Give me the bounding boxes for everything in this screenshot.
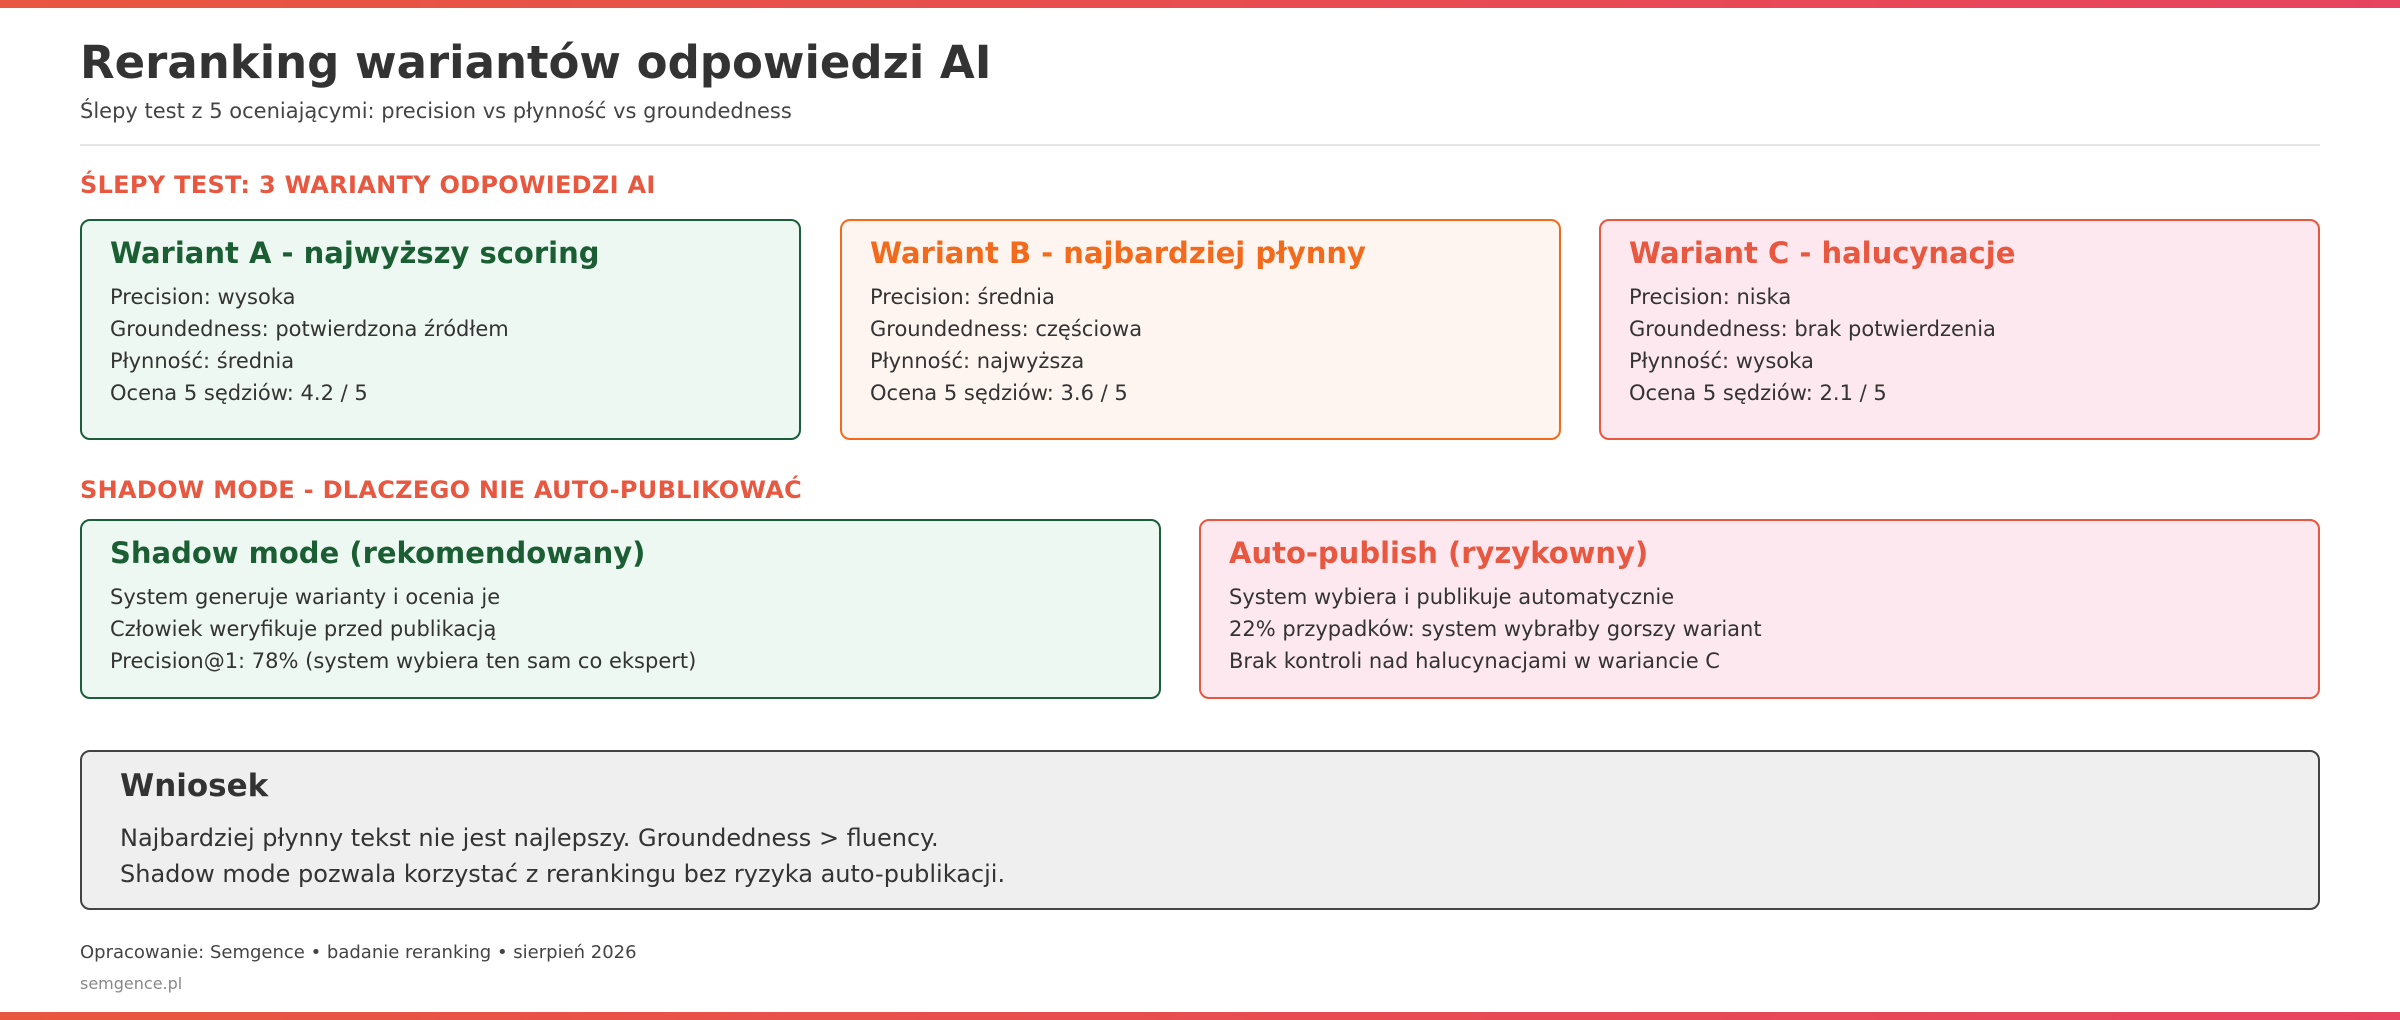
variant-b-card (840, 219, 1561, 440)
auto-publish-line: System wybiera i publikuje automatycznie (1229, 584, 1675, 609)
shadow-mode-card (80, 519, 1161, 699)
shadow-mode-line: Człowiek weryfikuje przed publikacją (110, 616, 497, 641)
footer-url: semgence.pl (80, 974, 183, 993)
blind-test-section-label: ŚLEPY TEST: 3 WARIANTY ODPOWIEDZI AI (80, 171, 656, 199)
shadow-mode-title: Shadow mode (rekomendowany) (110, 536, 646, 570)
variant-a-line: Groundedness: potwierdzona źródłem (110, 316, 509, 341)
page-subtitle: Ślepy test z 5 oceniającymi: precision vs płynność vs groundedness (80, 99, 792, 123)
auto-publish-line: 22% przypadków: system wybrałby gorszy wariant (1229, 616, 1762, 641)
variant-a-line: Precision: wysoka (110, 284, 296, 309)
conclusion-title: Wniosek (120, 768, 269, 804)
footer-source: Opracowanie: Semgence • badanie reranking • sierpień 2026 (80, 942, 637, 963)
variant-a-line: Ocena 5 sędziów: 4.2 / 5 (110, 380, 368, 405)
variant-a-title: Wariant A - najwyższy scoring (110, 236, 600, 270)
variant-a-line: Płynność: średnia (110, 348, 295, 373)
shadow-mode-section-label: SHADOW MODE - DLACZEGO NIE AUTO-PUBLIKOWAĆ (80, 476, 802, 504)
top-accent-bar (0, 0, 2400, 8)
variant-b-line: Płynność: najwyższa (870, 348, 1085, 373)
variant-b-line: Groundedness: częściowa (870, 316, 1143, 341)
header-divider (80, 144, 2320, 146)
auto-publish-card (1199, 519, 2320, 699)
variant-a-card (80, 219, 801, 440)
auto-publish-title: Auto-publish (ryzykowny) (1229, 536, 1649, 570)
auto-publish-line: Brak kontroli nad halucynacjami w wariancie C (1229, 648, 1720, 673)
variant-c-line: Ocena 5 sędziów: 2.1 / 5 (1629, 380, 1887, 405)
variant-c-line: Groundedness: brak potwierdzenia (1629, 316, 1996, 341)
variant-c-title: Wariant C - halucynacje (1629, 236, 2016, 270)
conclusion-line: Shadow mode pozwala korzystać z rerankingu bez ryzyka auto-publikacji. (120, 860, 1006, 889)
variant-b-line: Ocena 5 sędziów: 3.6 / 5 (870, 380, 1128, 405)
variant-b-title: Wariant B - najbardziej płynny (870, 236, 1366, 270)
variant-b-line: Precision: średnia (870, 284, 1055, 309)
shadow-mode-line: System generuje warianty i ocenia je (110, 584, 501, 609)
page-title: Reranking wariantów odpowiedzi AI (80, 36, 992, 89)
variant-c-line: Płynność: wysoka (1629, 348, 1814, 373)
shadow-mode-line: Precision@1: 78% (system wybiera ten sam co ekspert) (110, 648, 697, 673)
variant-c-line: Precision: niska (1629, 284, 1792, 309)
conclusion-box (80, 750, 2320, 910)
variant-c-card (1599, 219, 2320, 440)
conclusion-line: Najbardziej płynny tekst nie jest najlepszy. Groundedness > fluency. (120, 824, 939, 853)
bottom-accent-bar (0, 1012, 2400, 1020)
